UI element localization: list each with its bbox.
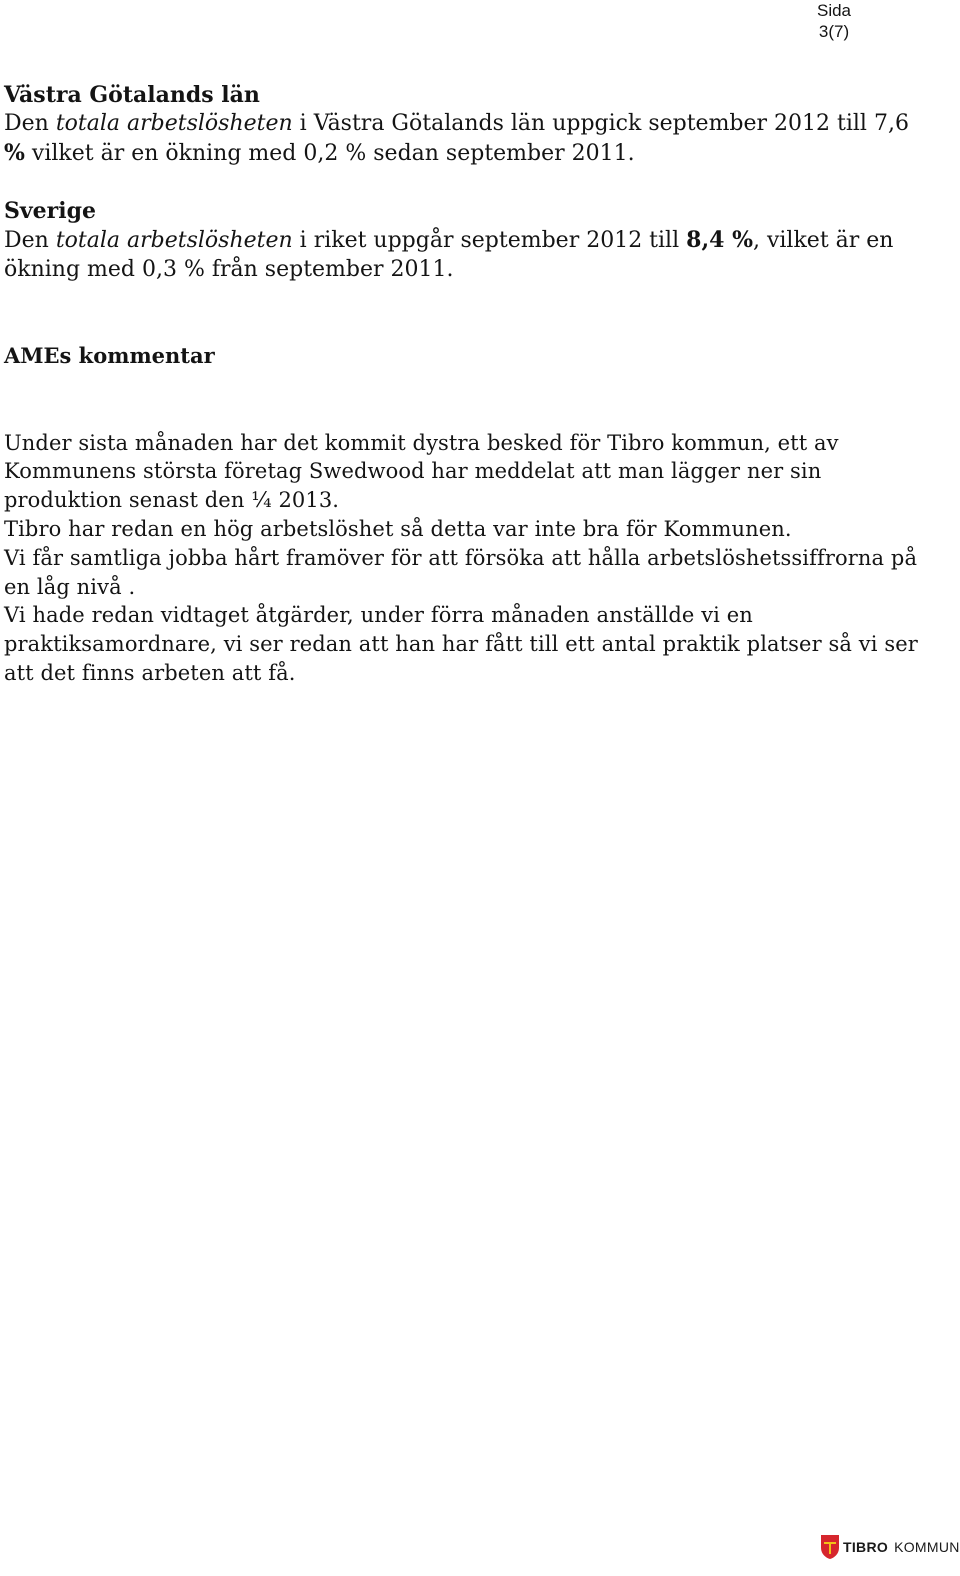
logo-text-kommun: KOMMUN xyxy=(894,1539,960,1555)
comment-paragraph-3: Vi får samtliga jobba hårt framöver för att försöka att hålla arbetslöshetssiffrorna på en låg nivå . xyxy=(4,545,918,599)
section-sverige xyxy=(4,197,924,284)
paragraph-vastra-gotaland: Den totala arbetslösheten i Västra Götalands län uppgick september 2012 till 7,6 % vilket är en ökning med 0,2 % sedan september 2011. xyxy=(4,110,909,166)
emphasis-total-unemployment: totala arbetslösheten xyxy=(55,227,293,253)
comment-paragraph-1: Under sista månaden har det kommit dystra besked för Tibro kommun, ett av Kommunens största företag Swedwood har meddelat att man lägger ner sin produktion senast den ¼ 2013. xyxy=(4,430,839,513)
emphasis-total-unemployment: totala arbetslösheten xyxy=(55,110,293,136)
page-count: 3(7) xyxy=(818,22,850,41)
shield-icon xyxy=(820,1534,840,1560)
heading-ames-kommentar: AMEs kommentar xyxy=(4,343,215,369)
comment-paragraph-2: Tibro har redan en hög arbetslöshet så detta var inte bra för Kommunen. xyxy=(4,516,792,541)
paragraph-sverige: Den totala arbetslösheten i riket uppgår september 2012 till 8,4 %, vilket är en ökning med 0,3 % från september 2011. xyxy=(4,226,894,282)
comment-body xyxy=(4,429,924,688)
bold-national-rate: 8,4 % xyxy=(686,226,753,253)
document-body xyxy=(4,81,924,688)
tibro-kommun-logo xyxy=(820,1534,960,1560)
logo-text-tibro: TIBRO xyxy=(843,1539,889,1555)
comment-paragraph-4: Vi hade redan vidtaget åtgärder, under förra månaden anställde vi en praktiksamordnare, vi ser redan att han har fått till ett antal praktik platser så vi ser att det finns arbeten att få. xyxy=(4,603,918,685)
page-label: Sida xyxy=(816,1,852,20)
page-number xyxy=(806,0,862,42)
heading-vastra-gotaland: Västra Götalands län xyxy=(4,82,260,108)
heading-sverige: Sverige xyxy=(4,198,96,225)
bold-percent: % xyxy=(4,139,25,166)
section-vastra-gotaland xyxy=(4,81,924,168)
